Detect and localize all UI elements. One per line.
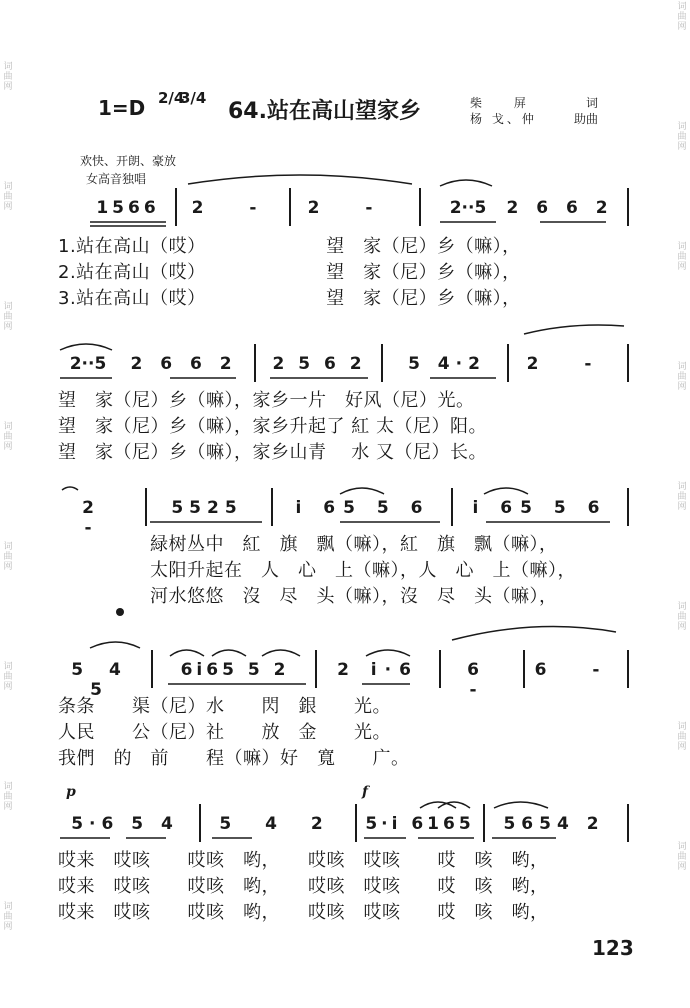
note-group: 2··5: [69, 354, 107, 374]
tempo-marking: 欢快、开朗、豪放: [80, 154, 177, 168]
note-group: i 65 5 6: [472, 498, 608, 518]
note-group: 5·6 5 4: [71, 814, 179, 834]
note-group: 5 4·2: [408, 354, 486, 374]
note-group: 5 4 5: [71, 660, 131, 700]
lyric-line: 望 家（尼）乡（嘛），家乡升起了 紅 太（尼）阳。: [58, 416, 487, 437]
lyricist-names: 柴 屏: [470, 96, 540, 110]
time-signature-1: 2/4: [158, 89, 185, 107]
note-group: 5525: [171, 498, 243, 518]
watermark-text: 词曲网: [677, 362, 687, 392]
note-group: 2 6 6 2: [506, 198, 614, 218]
watermark-text: 词曲网: [3, 302, 13, 332]
watermark-text: 词曲网: [3, 62, 13, 92]
lyric-line: 人民 公（尼）社 放 金 光。: [58, 722, 391, 743]
dynamic-forte: f: [362, 784, 369, 800]
watermark-text: 词曲网: [677, 2, 687, 32]
watermark-text: 词曲网: [3, 182, 13, 212]
watermark-text: 词曲网: [677, 722, 687, 752]
note-group: 2 -: [526, 354, 612, 374]
note-group: 5 4 2: [219, 814, 337, 834]
note-group: 2 -: [307, 198, 393, 218]
lyric-line: 河水悠悠 沒 尽 头（嘛），沒 尽 头（嘛），: [150, 586, 558, 607]
key-signature: 1=D: [98, 96, 146, 120]
dynamic-piano: p: [66, 784, 76, 800]
note-group: 5654 2: [503, 814, 605, 834]
note-group: 6i65 5 2: [180, 660, 290, 680]
lyricist-role: 词: [586, 96, 599, 110]
note-group: 5·i 6165: [365, 814, 475, 834]
watermark-text: 词曲网: [677, 602, 687, 632]
note-group: 2 5 6 2: [272, 354, 366, 374]
watermark-text: 词曲网: [677, 842, 687, 872]
note-group: 2 i·6: [337, 660, 419, 680]
watermark-text: 词曲网: [677, 242, 687, 272]
voice-marking: 女高音独唱: [86, 172, 147, 186]
note-group: i 65 5 6: [295, 498, 431, 518]
lyric-line: 太阳升起在 人 心 上（嘛），人 心 上（嘛），: [150, 560, 576, 581]
lyric-line: 条条 渠（尼）水 閃 銀 光。: [58, 696, 391, 717]
composer-names: 杨 戈、仲: [470, 112, 537, 126]
lyric-line: 1.站在高山（哎） 望 家（尼）乡（嘛），: [58, 236, 521, 257]
note-group: 6 -: [534, 660, 620, 680]
watermark-text: 词曲网: [677, 122, 687, 152]
song-title: 64.站在高山望家乡: [228, 99, 421, 124]
composer-role: 助曲: [574, 112, 599, 126]
note-group: 1566: [96, 198, 160, 218]
lyric-line: 望 家（尼）乡（嘛），家乡一片 好风（尼）光。: [58, 390, 475, 411]
note-group: 6 -: [467, 660, 499, 700]
page-number: 123: [592, 936, 634, 960]
note-group: 2 -: [191, 198, 277, 218]
lyric-line: 望 家（尼）乡（嘛），家乡山青 水 又（尼）长。: [58, 442, 487, 463]
watermark-text: 词曲网: [3, 662, 13, 692]
watermark-text: 词曲网: [3, 542, 13, 572]
lyric-line: 我們 的 前 程（嘛）好 寬 广。: [58, 748, 410, 769]
time-signature-2: 3/4: [180, 89, 207, 107]
lyric-line: 緑树丛中 紅 旗 飘（嘛），紅 旗 飘（嘛），: [150, 534, 558, 555]
lyric-line: 哎来 哎咳 哎咳 哟， 哎咳 哎咳 哎 咳 哟，: [58, 902, 549, 923]
watermark-text: 词曲网: [3, 422, 13, 452]
lyric-line: 2.站在高山（哎） 望 家（尼）乡（嘛），: [58, 262, 521, 283]
note-group: 2··5: [449, 198, 487, 218]
lyric-line: 哎来 哎咳 哎咳 哟， 哎咳 哎咳 哎 咳 哟，: [58, 850, 549, 871]
watermark-text: 词曲网: [3, 782, 13, 812]
lyric-line: 3.站在高山（哎） 望 家（尼）乡（嘛），: [58, 288, 521, 309]
note-group: 2 6 6 2: [130, 354, 238, 374]
watermark-text: 词曲网: [677, 482, 687, 512]
lyric-line: 哎来 哎咳 哎咳 哟， 哎咳 哎咳 哎 咳 哟，: [58, 876, 549, 897]
note-group: 2 -: [82, 498, 114, 538]
watermark-text: 词曲网: [3, 902, 13, 932]
